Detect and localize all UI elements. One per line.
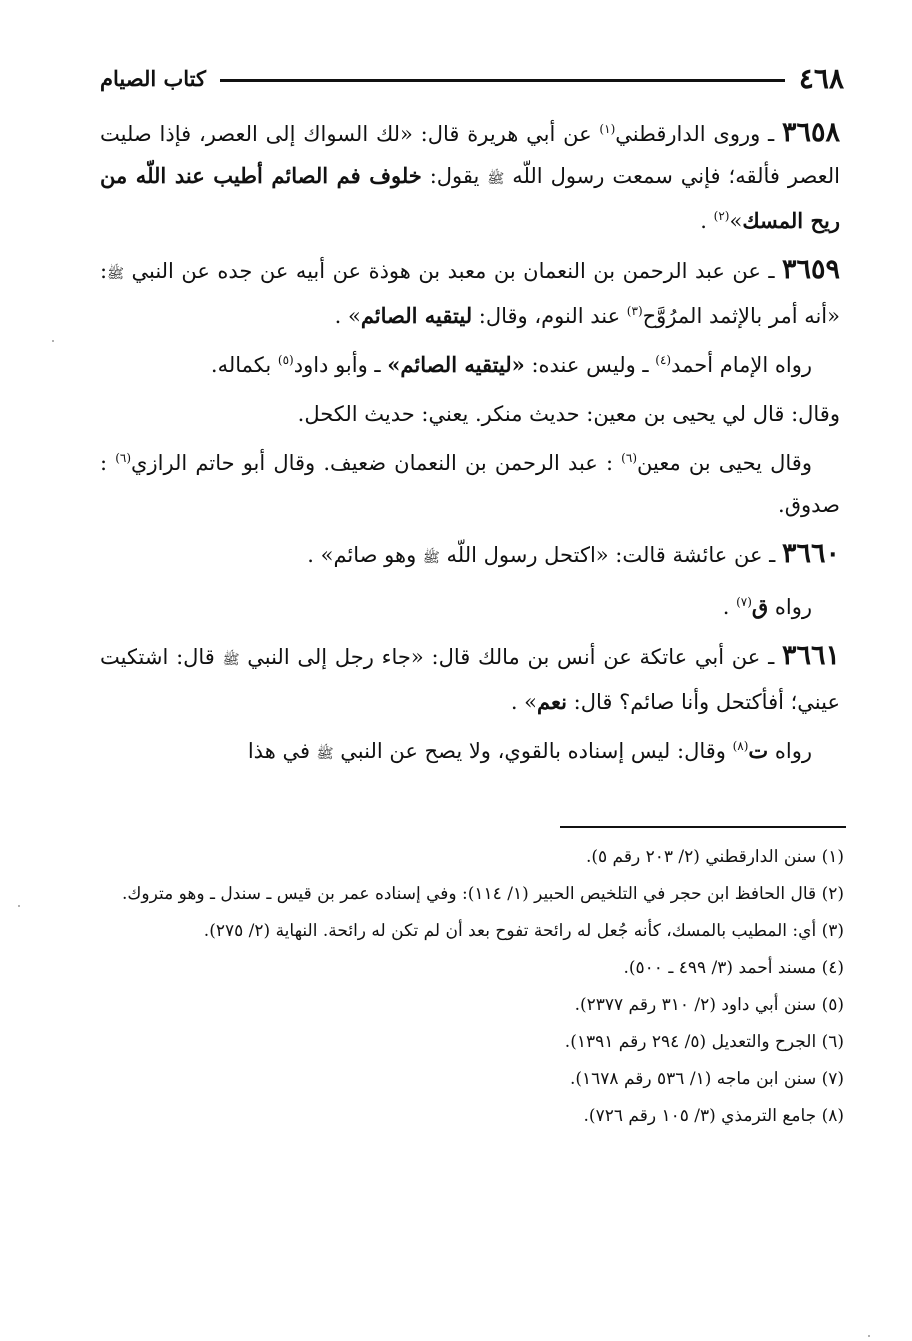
source-abbrev: ق [751,594,769,619]
footnote-ref: (١) [599,122,616,136]
footnote: (١) سنن الدارقطني (٢/ ٢٠٣ رقم ٥). [585,847,844,867]
note-text: وقال يحيى بن معين [637,451,812,475]
hadith-text: ـ عن أبي عاتكة عن أنس بن مالك قال: «جاء رجل إلى النبي [239,645,782,669]
hadith-3660 [100,533,840,579]
hadith-number: ٣٦٦١ [781,640,840,671]
blessing-glyph: ﷺ [316,746,334,762]
hadith-text: » . [334,304,361,328]
hadith-number: ٣٦٥٩ [781,254,840,285]
narration-note [100,586,840,628]
page-number: ٤٦٨ [798,61,844,95]
note-text: ـ وليس عنده: [524,353,656,377]
scan-speck [18,905,20,907]
hadith-text: ـ عن عائشة قالت: «اكتحل رسول اللّه [439,543,782,567]
note-text: ـ وأبو داود [293,353,388,377]
narration-note [100,730,840,775]
footnote-ref: (٧) [736,595,752,609]
scan-speck [868,1335,870,1337]
footnote-divider [560,826,846,828]
bold-quote: «ليتقيه الصائم» [387,352,525,377]
footnote: (٧) سنن ابن ماجه (١/ ٥٣٦ رقم ١٦٧٨). [569,1069,844,1089]
footnote-ref: (٦) [621,451,637,465]
note-text: في هذا [247,739,317,763]
footnote: (٤) مسند أحمد (٣/ ٤٩٩ ـ ٥٠٠). [623,958,844,978]
bold-quote: ليتقيه الصائم [360,303,473,328]
hadith-3658 [100,112,840,242]
scan-speck [52,340,54,342]
footnote: (٢) قال الحافظ ابن حجر في التلخيص الحبير (١/ ١١٤): وفي إسناده عمر بن قيس ـ سندل ـ وهو متروك. [121,884,844,904]
note-text: رواه [768,595,812,619]
bold-quote: نعم [537,689,567,714]
hadith-number: ٣٦٦٠ [781,538,840,569]
hadith-text: ـ وروى الدارقطني [615,122,782,146]
note-text: . [722,595,737,619]
footnotes [100,840,844,1136]
header-rule [220,79,785,82]
note-text: وقال: ليس إسناده بالقوي، ولا يصح عن النبي [333,739,733,763]
footnote: (٥) سنن أبي داود (٢/ ٣١٠ رقم ٢٣٧٧). [574,995,844,1015]
hadith-text: عن أبي هريرة قال: «لك السواك إلى العصر، فإذا صليت العصر فألقه؛ فإني سمعت رسول اللّه [100,122,841,188]
source-abbrev: ت [748,738,769,763]
hadith-text: ـ عن عبد الرحمن بن النعمان بن معبد بن هوذة عن أبيه عن جده عن النبي [124,259,782,283]
note-text: وقال: قال لي يحيى بن معين: حديث منكر. يعني: حديث الكحل. [297,402,840,426]
hadith-text: عند النوم، وقال: [472,304,627,328]
hadith-text: قال: اشتكيت عيني؛ أفأكتحل وأنا صائم؟ قال: [100,645,840,714]
narration-note [100,344,840,386]
note-text: رواه الإمام أحمد [671,353,812,377]
narration-note [100,393,840,435]
main-text [100,112,840,782]
hadith-text: » . [510,690,538,714]
hadith-text: وهو صائم» . [307,543,423,567]
note-text: رواه [768,739,812,763]
hadith-3661 [100,635,840,723]
footnote-ref: (٣) [626,304,643,318]
hadith-text: : «أنه أمر بالإثمد المرُوَّح [100,259,840,328]
hadith-text: . [700,209,714,233]
footnote-ref: (٤) [655,353,672,367]
narration-note [100,442,840,526]
note-text: : عبد الرحمن بن النعمان ضعيف. وقال أبو حاتم الرازي [131,451,622,475]
note-text: بكماله. [210,353,278,377]
hadith-text: » [729,209,743,233]
blessing-glyph: ﷺ [222,652,240,668]
blessing-glyph: ﷺ [107,266,124,282]
footnote: (٦) الجرح والتعديل (٥/ ٢٩٤ رقم ١٣٩١). [564,1032,844,1052]
hadith-3659 [100,249,840,337]
footnote: (٣) أي: المطيب بالمسك، كأنه جُعل له رائحة تفوح بعد أن لم تكن له رائحة. النهاية (٢/ ٢٧٥). [203,921,844,941]
footnote: (٨) جامع الترمذي (٣/ ١٠٥ رقم ٧٢٦). [583,1106,844,1126]
hadith-text: يقول: [421,164,488,188]
page-header [100,60,844,96]
footnote-ref: (٥) [277,353,294,367]
blessing-glyph: ﷺ [422,550,440,566]
footnote-ref: (٦) [115,451,132,465]
bold-quote: خلوف فم الصائم أطيب عند اللّه من ريح المسك [100,163,840,233]
footnote-ref: (٨) [732,739,749,753]
blessing-glyph: ﷺ [487,171,505,187]
book-title: كتاب الصيام [100,65,206,91]
hadith-number: ٣٦٥٨ [781,117,840,148]
footnote-ref: (٢) [713,209,730,223]
note-text: : صدوق. [100,451,840,517]
